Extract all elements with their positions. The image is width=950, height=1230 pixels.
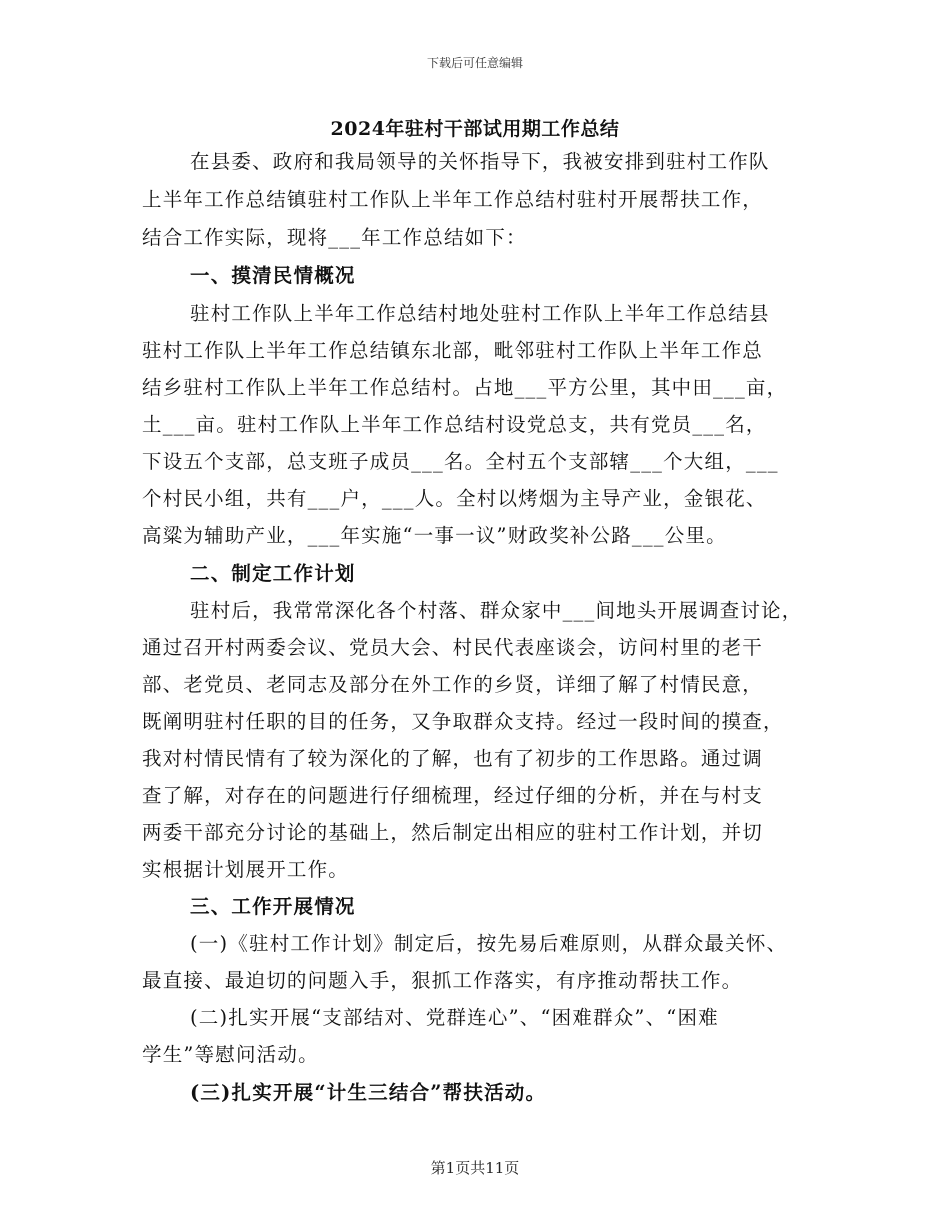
section-heading: 一、摸清民情概况 [190, 264, 356, 287]
body-line: 我对村情民情有了较为深化的了解，也有了初步的工作思路。通过调 [142, 747, 764, 770]
body-line: 通过召开村两委会议、党员大会、村民代表座谈会，访问村里的老干 [142, 636, 764, 659]
body-line: 个村民小组，共有___户，___人。全村以烤烟为主导产业，金银花、 [142, 487, 767, 510]
body-line: 两委干部充分讨论的基础上，然后制定出相应的驻村工作计划，并切 [142, 821, 764, 844]
body-line: (一)《驻村工作计划》制定后，按先易后难原则，从群众最关怀、 [190, 932, 788, 955]
body-line: 部、老党员、老同志及部分在外工作的乡贤，详细了解了村情民意， [142, 673, 764, 696]
body-line: 结乡驻村工作队上半年工作总结村。占地___平方公里，其中田___亩， [142, 376, 788, 399]
page-footer: 第1页共11页 [430, 1159, 520, 1177]
section-heading: 二、制定工作计划 [190, 562, 356, 585]
body-line: 驻村工作队上半年工作总结村地处驻村工作队上半年工作总结县 [190, 302, 770, 325]
body-line: 实根据计划展开工作。 [142, 858, 350, 881]
body-line: (二)扎实开展“支部结对、党群连心”、“困难群众”、“困难 [190, 1006, 719, 1029]
body-line: 高粱为辅助产业，___年实施“一事一议”财政奖补公路___公里。 [142, 524, 727, 547]
body-line: 最直接、最迫切的问题入手，狠抓工作落实，有序推动帮扶工作。 [142, 969, 743, 992]
document-title: 2024年驻村干部试用期工作总结 [330, 118, 620, 140]
header-note: 下载后可任意编辑 [426, 56, 523, 70]
body-line: 上半年工作总结镇驻村工作队上半年工作总结村驻村开展帮扶工作， [142, 188, 764, 211]
body-line: 驻村工作队上半年工作总结镇东北部，毗邻驻村工作队上半年工作总 [142, 339, 764, 362]
body-line: 在县委、政府和我局领导的关怀指导下，我被安排到驻村工作队 [190, 150, 770, 173]
subsection-heading: (三)扎实开展“计生三结合”帮扶活动。 [190, 1081, 547, 1104]
section-heading: 三、工作开展情况 [190, 895, 356, 918]
body-line: 学生”等慰问活动。 [142, 1043, 319, 1066]
body-line: 驻村后，我常常深化各个村落、群众家中___间地头开展调查讨论， [190, 599, 803, 622]
body-line: 土___亩。驻村工作队上半年工作总结村设党总支，共有党员___名， [142, 413, 767, 436]
body-line: 查了解，对存在的问题进行仔细梳理，经过仔细的分析，并在与村支 [142, 784, 764, 807]
body-line: 结合工作实际，现将___年工作总结如下： [142, 226, 527, 249]
body-line: 既阐明驻村任职的目的任务，又争取群众支持。经过一段时间的摸查， [142, 710, 784, 733]
body-line: 下设五个支部，总支班子成员___名。全村五个支部辖___个大组，___ [142, 450, 779, 473]
